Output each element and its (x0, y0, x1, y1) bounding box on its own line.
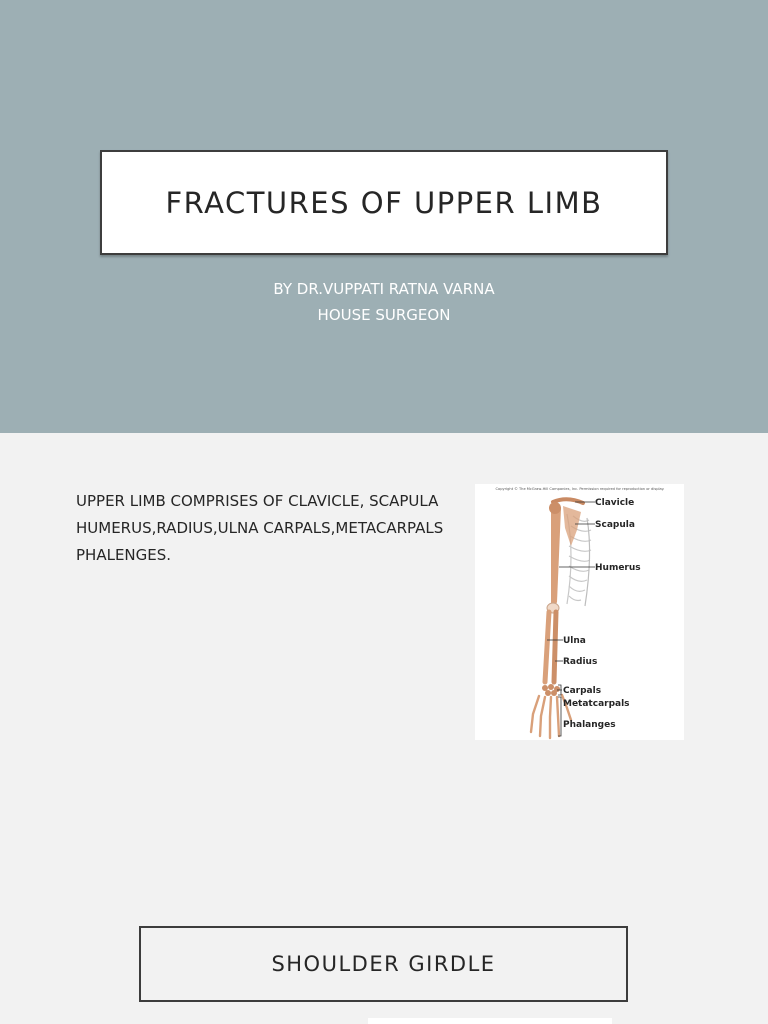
partial-image (368, 1018, 612, 1024)
slide-title: FRACTURES OF UPPER LIMB (165, 185, 603, 220)
label-scapula: Scapula (595, 520, 635, 530)
label-phalanges: Phalanges (563, 720, 616, 730)
humerus-illustration (551, 504, 561, 605)
label-clavicle: Clavicle (595, 498, 635, 508)
title-slide (0, 0, 768, 433)
label-carpals: Carpals (563, 686, 602, 696)
role-line: HOUSE SURGEON (317, 306, 451, 324)
ulna-illustration (545, 612, 549, 682)
skeleton-illustration (475, 484, 684, 740)
label-metacarpals: Metatcarpals (563, 699, 630, 709)
label-radius: Radius (563, 657, 598, 667)
author-line: BY DR.VUPPATI RATNA VARNA (273, 280, 495, 298)
clavicle-illustration (553, 499, 583, 503)
upper-limb-skeleton-figure (475, 484, 684, 740)
radius-illustration (554, 612, 556, 682)
body-line: UPPER LIMB COMPRISES OF CLAVICLE, SCAPULA (76, 492, 439, 510)
section-heading: SHOULDER GIRDLE (271, 952, 496, 976)
content-slide (0, 433, 768, 1024)
body-text (76, 488, 476, 569)
copyright-text: Copyright © The McGraw-Hill Companies, Inc. Permission required for reproduction or display. (495, 487, 665, 491)
humeral-head (549, 502, 561, 514)
label-ulna: Ulna (563, 636, 586, 646)
body-line: HUMERUS,RADIUS,ULNA CARPALS,METACARPALS (76, 519, 444, 537)
section-heading-box (139, 926, 628, 1002)
subtitle (0, 276, 768, 328)
title-box (100, 150, 668, 255)
label-humerus: Humerus (595, 563, 641, 573)
body-line: PHALENGES. (76, 546, 172, 564)
